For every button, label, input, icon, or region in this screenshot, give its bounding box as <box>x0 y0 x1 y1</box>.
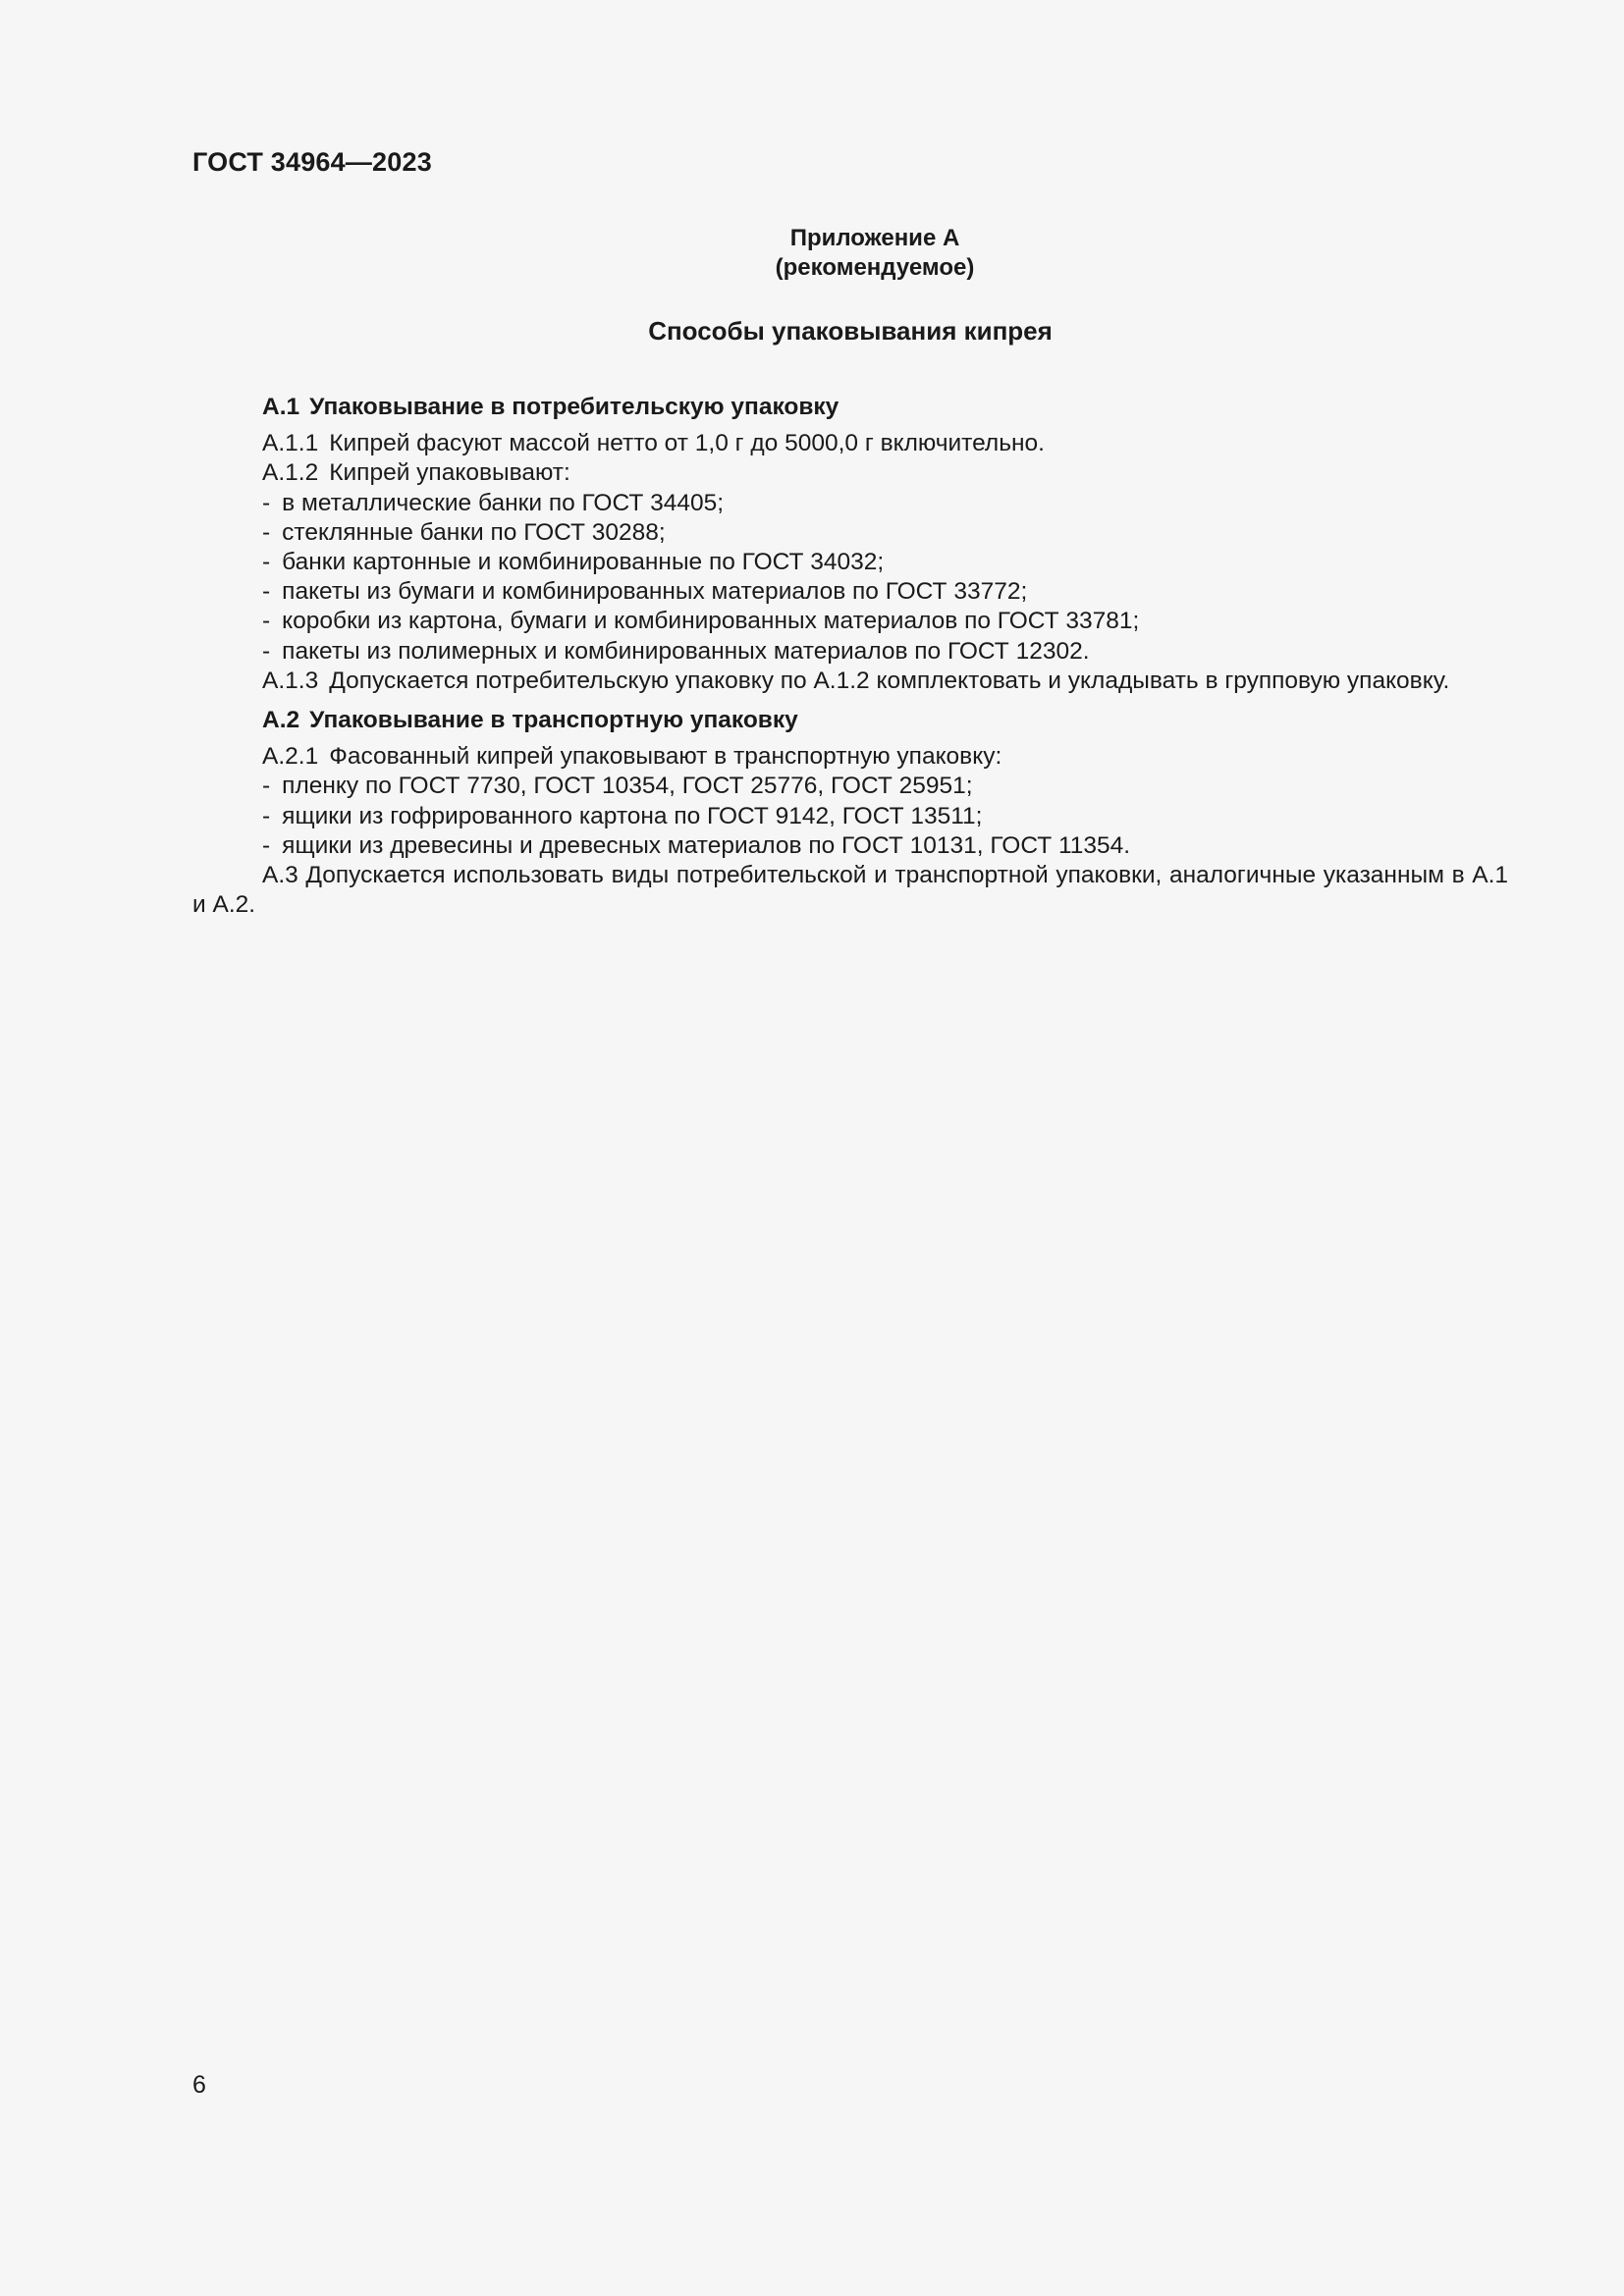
packaging-list <box>192 772 1508 861</box>
list-dash: - <box>262 802 271 829</box>
page-number: 6 <box>192 2071 206 2099</box>
section-number: А.1 <box>262 394 300 420</box>
list-dash: - <box>262 489 271 516</box>
list-item-text: стеклянные банки по ГОСТ 30288; <box>282 518 666 546</box>
packaging-list <box>192 489 1508 667</box>
list-item <box>192 831 1508 861</box>
appendix-heading <box>192 224 1508 283</box>
clause-text: Кипрей упаковывают: <box>329 459 570 487</box>
list-item-text: ящики из гофрированного картона по ГОСТ 9142, ГОСТ 13511; <box>282 802 983 829</box>
list-item <box>192 518 1508 548</box>
list-item <box>192 489 1508 518</box>
section-heading <box>192 706 1508 735</box>
clause-text: Допускается использовать виды потребительской и транспортной упаковки, аналогичные указанным в А.1 и А.2. <box>192 862 1509 919</box>
list-item <box>192 607 1508 636</box>
list-item-text: в металлические банки по ГОСТ 34405; <box>282 489 725 516</box>
clause-number: А.1.1 <box>262 430 319 457</box>
list-item <box>192 577 1508 607</box>
appendix-name: Приложение А <box>789 225 960 251</box>
list-dash: - <box>262 608 271 635</box>
clause-text: Допускается потребительскую упаковку по А.1.2 комплектовать и укладывать в групповую упаковку. <box>329 667 1450 694</box>
list-item <box>192 548 1508 577</box>
list-item-text: коробки из картона, бумаги и комбинированных материалов по ГОСТ 33781; <box>282 608 1140 635</box>
section-heading <box>192 393 1508 422</box>
clause <box>192 429 1508 458</box>
section-title: Упаковывание в потребительскую упаковку <box>309 394 839 420</box>
list-item-text: пленку по ГОСТ 7730, ГОСТ 10354, ГОСТ 25776, ГОСТ 25951; <box>282 773 973 800</box>
list-dash: - <box>262 637 271 665</box>
list-dash: - <box>262 831 271 859</box>
list-dash: - <box>262 549 271 576</box>
clause <box>192 667 1508 696</box>
clause <box>192 458 1508 488</box>
list-item-text: пакеты из полимерных и комбинированных материалов по ГОСТ 12302. <box>282 637 1090 665</box>
clause-text: Кипрей фасуют массой нетто от 1,0 г до 5000,0 г включительно. <box>329 430 1045 457</box>
final-clause <box>192 861 1508 920</box>
appendix-title: Способы упаковывания кипрея <box>648 316 1053 346</box>
appendix-status: (рекомендуемое) <box>775 254 975 281</box>
list-item <box>192 637 1508 667</box>
list-dash: - <box>262 518 271 546</box>
section-number: А.2 <box>262 707 300 734</box>
clause-text: Фасованный кипрей упаковывают в транспортную упаковку: <box>329 743 1002 771</box>
clause-number: А.1.3 <box>262 667 319 694</box>
list-item-text: банки картонные и комбинированные по ГОСТ 34032; <box>282 549 885 576</box>
list-item <box>192 772 1508 801</box>
list-dash: - <box>262 773 271 800</box>
clause-number: А.3 <box>262 862 298 889</box>
list-item-text: пакеты из бумаги и комбинированных материалов по ГОСТ 33772; <box>282 578 1028 606</box>
list-item <box>192 802 1508 831</box>
list-dash: - <box>262 578 271 606</box>
clause-number: А.2.1 <box>262 743 319 771</box>
standard-header: ГОСТ 34964—2023 <box>192 147 432 177</box>
clause <box>192 742 1508 772</box>
section-title: Упаковывание в транспортную упаковку <box>309 707 798 734</box>
list-item-text: ящики из древесины и древесных материалов по ГОСТ 10131, ГОСТ 11354. <box>282 831 1131 859</box>
clause-number: А.1.2 <box>262 459 319 487</box>
document-body <box>192 393 1508 920</box>
